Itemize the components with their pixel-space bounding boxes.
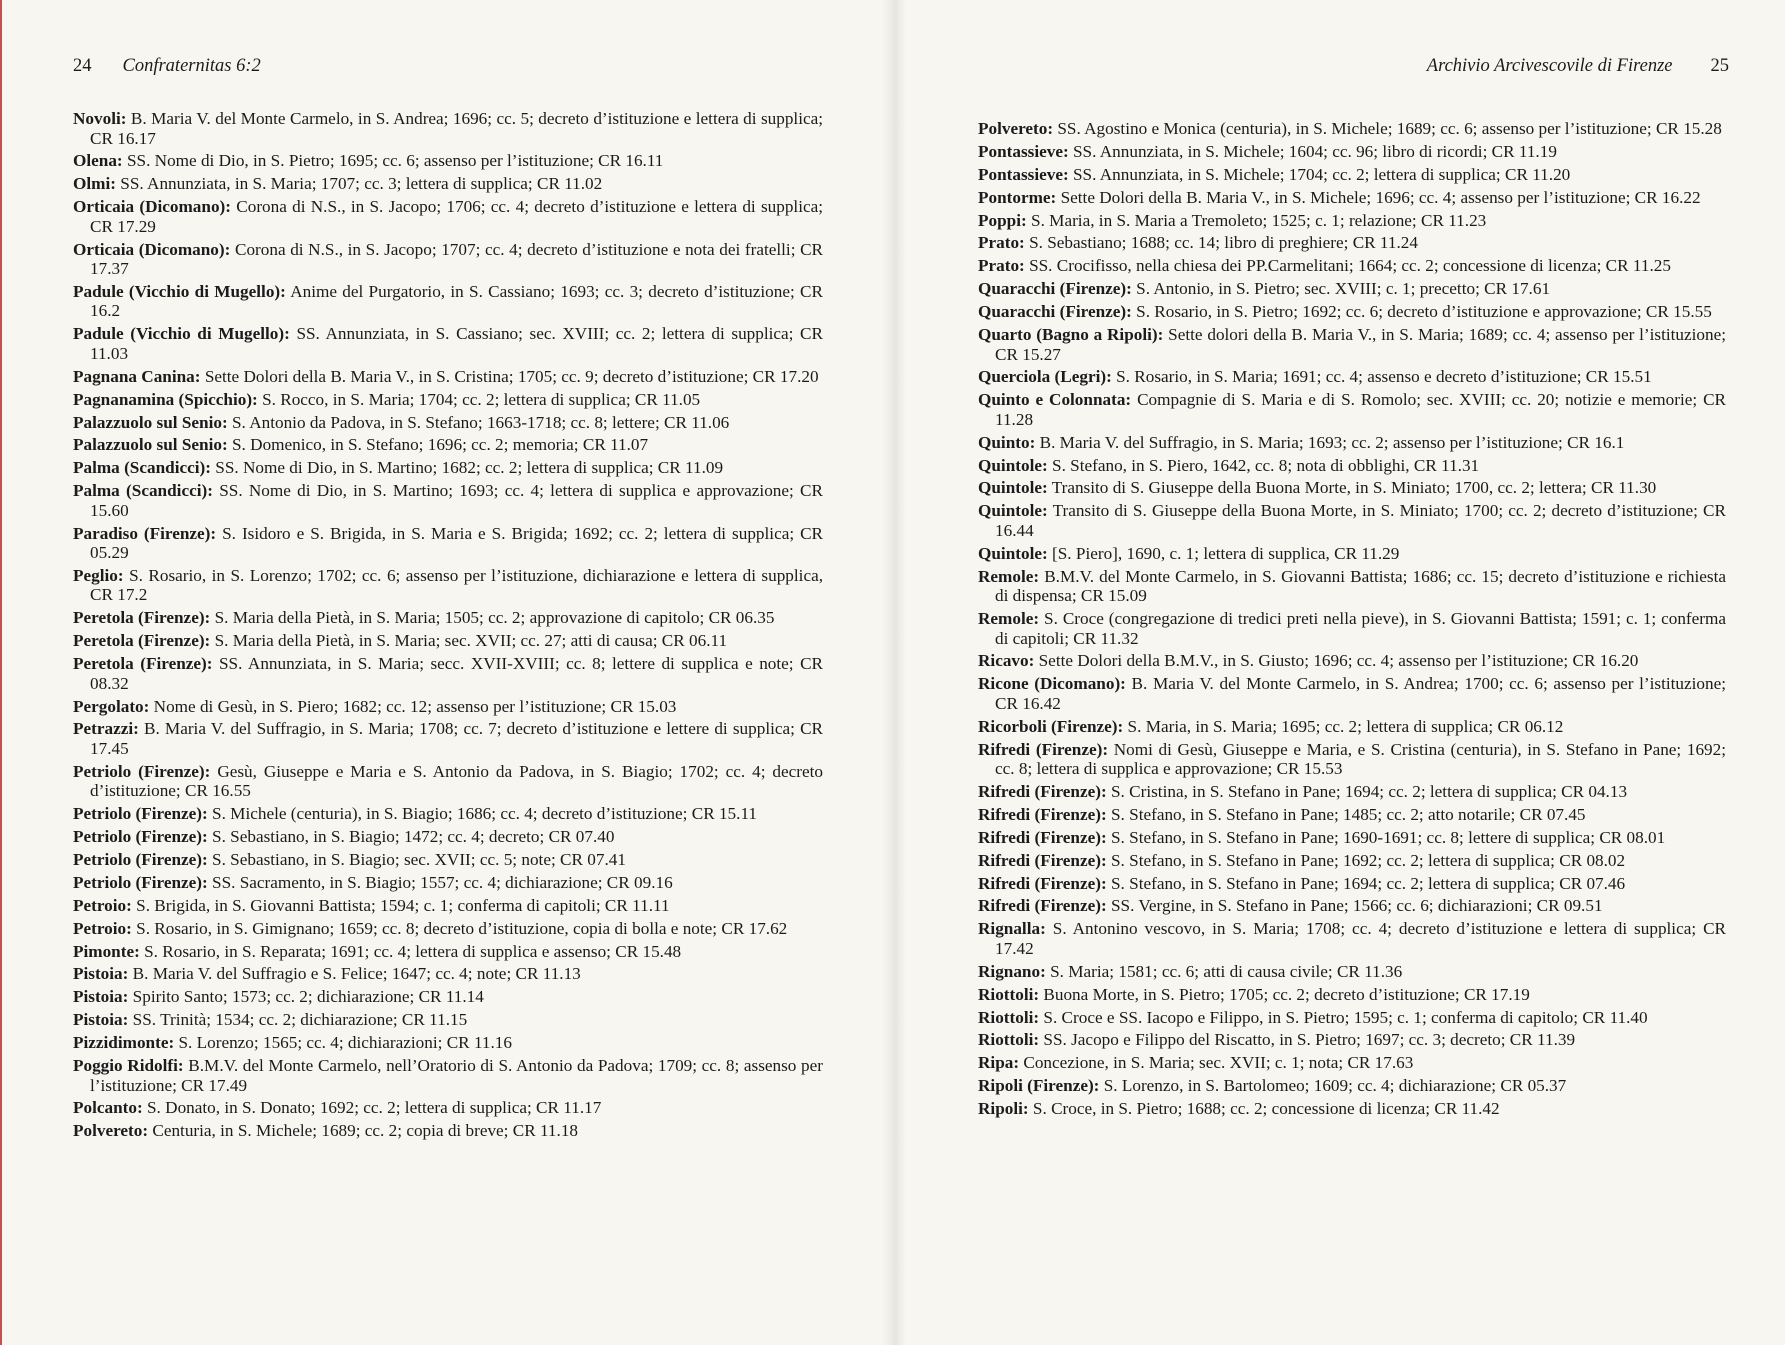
- list-item: [978, 456, 1726, 476]
- entry-text: S. Maria; 1581; cc. 6; atti di causa civile; CR 11.36: [1050, 961, 1403, 981]
- entry-text: B. Maria V. del Monte Carmelo, in S. Andrea; 1700; cc. 6; assenso per l’istituzione; CR 16.42: [995, 674, 1726, 713]
- entry-place: Riottoli:: [978, 984, 1040, 1004]
- entry-place: Peretola (Firenze):: [73, 654, 213, 674]
- entry-text: S. Domenico, in S. Stefano; 1696; cc. 2; memoria; CR 11.07: [232, 435, 649, 455]
- entry-text: Sette Dolori della B. Maria V., in S. Cristina; 1705; cc. 9; decreto d’istituzione; CR 17.20: [204, 366, 819, 386]
- list-item: [978, 805, 1726, 825]
- list-item: [978, 544, 1726, 564]
- entry-text: S. Sebastiano, in S. Biagio; 1472; cc. 4; decreto; CR 07.40: [212, 827, 615, 847]
- list-item: [978, 651, 1726, 671]
- entry-place: Querciola (Legri):: [978, 367, 1112, 387]
- entry-place: Quinto:: [978, 432, 1036, 452]
- entry-place: Poggio Ridolfi:: [73, 1056, 184, 1075]
- running-title: Confraternitas 6:2: [122, 56, 261, 76]
- entry-place: Pistoia:: [73, 987, 129, 1007]
- entry-place: Petriolo (Firenze):: [73, 804, 208, 824]
- entry-text: S. Brigida, in S. Giovanni Battista; 1594; c. 1; conferma di capitoli; CR 11.11: [136, 895, 670, 915]
- entry-place: Riottoli:: [978, 1030, 1040, 1050]
- entry-text: Sette Dolori della B.M.V., in S. Giusto; 1696; cc. 4; assenso per l’istituzione; CR 16.20: [1038, 651, 1639, 671]
- entry-place: Rifredi (Firenze):: [978, 739, 1109, 759]
- entry-place: Riottoli:: [978, 1007, 1040, 1027]
- entry-place: Padule (Vicchio di Mugello):: [73, 324, 290, 344]
- entry-text: [S. Piero], 1690, c. 1; lettera di supplica, CR 11.29: [1052, 543, 1400, 563]
- list-item: [978, 325, 1726, 364]
- entry-place: Rifredi (Firenze):: [978, 827, 1107, 847]
- entry-text: S. Croce e SS. Iacopo e Filippo, in S. Pietro; 1595; c. 1; conferma di capitolo; CR 11.40: [1043, 1007, 1648, 1027]
- entry-text: S. Stefano, in S. Stefano in Pane; 1690-1691; cc. 8; lettere di supplica; CR 08.01: [1111, 827, 1666, 847]
- list-item: [73, 697, 823, 717]
- entry-text: S. Antonio da Padova, in S. Stefano; 1663-1718; cc. 8; lettere; CR 11.06: [232, 412, 730, 432]
- entry-text: SS. Annunziata, in S. Maria; 1707; cc. 3; lettera di supplica; CR 11.02: [120, 174, 603, 194]
- entry-text: S. Stefano, in S. Stefano in Pane; 1692; cc. 2; lettera di supplica; CR 08.02: [1111, 850, 1626, 870]
- entry-place: Paradiso (Firenze):: [73, 523, 217, 543]
- list-item: [978, 1076, 1726, 1096]
- entry-place: Pistoia:: [73, 964, 129, 984]
- list-item: [73, 435, 823, 455]
- entry-text: S. Maria, in S. Maria; 1695; cc. 2; lettera di supplica; CR 06.12: [1127, 716, 1564, 736]
- entry-text: Compagnie di S. Maria e di S. Romolo; sec. XVIII; cc. 20; notizie e memorie; CR 11.28: [995, 390, 1727, 429]
- list-item: [73, 964, 823, 984]
- entry-place: Rifredi (Firenze):: [978, 781, 1107, 801]
- entry-place: Rifredi (Firenze):: [978, 896, 1107, 916]
- entry-place: Palazzuolo sul Senio:: [73, 435, 228, 455]
- entry-text: SS. Agostino e Monica (centuria), in S. Michele; 1689; cc. 6; assenso per l’istituzione; CR 15.28: [1057, 119, 1722, 138]
- page-number: 25: [1710, 56, 1729, 76]
- list-item: [73, 367, 823, 387]
- entry-text: B. Maria V. del Suffragio, in S. Maria; 1693; cc. 2; assenso per l’istituzione; CR 16.1: [1039, 432, 1625, 452]
- list-item: [73, 804, 823, 824]
- entry-place: Pistoia:: [73, 1010, 129, 1030]
- entry-list: [978, 119, 1726, 1122]
- entry-place: Orticaia (Dicomano):: [73, 197, 231, 217]
- entry-text: S. Rosario, in S. Lorenzo; 1702; cc. 6; assenso per l’istituzione, dichiarazione e lettera di supplica, CR 17.2: [90, 565, 824, 605]
- entry-text: SS. Annunziata, in S. Michele; 1604; cc. 96; libro di ricordi; CR 11.19: [1073, 141, 1557, 161]
- entry-text: S. Rosario, in S. Maria; 1691; cc. 4; assenso e decreto d’istituzione; CR 15.51: [1116, 367, 1652, 387]
- entry-place: Pagnanamina (Spicchio):: [73, 389, 258, 409]
- entry-place: Polvereto:: [978, 119, 1054, 138]
- list-item: [978, 674, 1726, 713]
- list-item: [978, 782, 1726, 802]
- entry-text: S. Maria della Pietà, in S. Maria; sec. XVII; cc. 27; atti di causa; CR 06.11: [214, 631, 728, 651]
- list-item: [73, 762, 823, 801]
- entry-text: SS. Sacramento, in S. Biagio; 1557; cc. 4; dichiarazione; CR 09.16: [212, 872, 673, 892]
- entry-place: Olmi:: [73, 174, 116, 194]
- entry-text: Sette Dolori della B. Maria V., in S. Michele; 1696; cc. 4; assenso per l’istituzione; CR 16.22: [1060, 187, 1701, 207]
- list-item: [978, 142, 1726, 162]
- list-item: [73, 109, 823, 148]
- entry-text: S. Antonio, in S. Pietro; sec. XVIII; c. 1; precetto; CR 17.61: [1136, 279, 1551, 299]
- entry-place: Rifredi (Firenze):: [978, 850, 1107, 870]
- entry-place: Pontassieve:: [978, 141, 1069, 161]
- entry-place: Peglio:: [73, 565, 124, 585]
- list-item: [978, 962, 1726, 982]
- list-item: [73, 896, 823, 916]
- entry-place: Petriolo (Firenze):: [73, 849, 208, 869]
- entry-text: S. Rosario, in S. Pietro; 1692; cc. 6; decreto d’istituzione e approvazione; CR 15.55: [1136, 302, 1712, 322]
- entry-text: B.M.V. del Monte Carmelo, in S. Giovanni Battista; 1686; cc. 15; decreto d’istituzione e richiesta di dispensa; CR 15.09: [995, 566, 1727, 606]
- entry-text: S. Antonino vescovo, in S. Maria; 1708; cc. 4; decreto d’istituzione e lettera di supplica; CR 17.42: [995, 919, 1726, 958]
- entry-text: Spirito Santo; 1573; cc. 2; dichiarazione; CR 11.14: [132, 987, 484, 1007]
- list-item: [73, 282, 823, 321]
- entry-list: [73, 109, 823, 1144]
- entry-text: S. Stefano, in S. Stefano in Pane; 1694; cc. 2; lettera di supplica; CR 07.46: [1111, 873, 1626, 893]
- entry-place: Palazzuolo sul Senio:: [73, 412, 228, 432]
- list-item: [73, 1121, 823, 1141]
- entry-place: Quintole:: [978, 543, 1048, 563]
- entry-place: Quintole:: [978, 455, 1048, 475]
- entry-text: Gesù, Giuseppe e Maria e S. Antonio da Padova, in S. Biagio; 1702; cc. 4; decreto d’istituzione; CR 16.55: [90, 761, 824, 801]
- entry-place: Ripa:: [978, 1053, 1020, 1073]
- list-item: [978, 390, 1726, 429]
- entry-text: B.M.V. del Monte Carmelo, nell’Oratorio di S. Antonio da Padova; 1709; cc. 8; assenso per l’istituzione; CR 17.49: [90, 1056, 823, 1095]
- list-item: [73, 524, 823, 563]
- list-item: [73, 458, 823, 478]
- entry-text: S. Cristina, in S. Stefano in Pane; 1694; cc. 2; lettera di supplica; CR 04.13: [1111, 781, 1628, 801]
- list-item: [73, 324, 823, 363]
- entry-text: S. Maria della Pietà, in S. Maria; 1505; cc. 2; approvazione di capitolo; CR 06.35: [214, 608, 775, 628]
- entry-text: S. Donato, in S. Donato; 1692; cc. 2; lettera di supplica; CR 11.17: [147, 1098, 602, 1118]
- list-item: [73, 174, 823, 194]
- entry-text: S. Croce, in S. Pietro; 1688; cc. 2; concessione di licenza; CR 11.42: [1032, 1099, 1500, 1119]
- entry-text: S. Lorenzo; 1565; cc. 4; dichiarazioni; CR 11.16: [178, 1033, 512, 1053]
- list-item: [73, 1056, 823, 1095]
- entry-text: SS. Nome di Dio, in S. Martino; 1682; cc. 2; lettera di supplica; CR 11.09: [215, 458, 724, 478]
- entry-place: Quaracchi (Firenze):: [978, 302, 1132, 322]
- list-item: [978, 433, 1726, 453]
- entry-text: S. Rocco, in S. Maria; 1704; cc. 2; lettera di supplica; CR 11.05: [262, 389, 701, 409]
- entry-text: S. Lorenzo, in S. Bartolomeo; 1609; cc. 4; dichiarazione; CR 05.37: [1103, 1076, 1567, 1096]
- entry-place: Orticaia (Dicomano):: [73, 239, 231, 259]
- entry-text: SS. Annunziata, in S. Cassiano; sec. XVIII; cc. 2; lettera di supplica; CR 11.03: [90, 324, 823, 363]
- list-item: [73, 566, 823, 605]
- entry-text: SS. Jacopo e Filippo del Riscatto, in S. Pietro; 1697; cc. 3; decreto; CR 11.39: [1043, 1030, 1576, 1050]
- list-item: [978, 233, 1726, 253]
- list-item: [978, 1053, 1726, 1073]
- entry-text: SS. Crocifisso, nella chiesa dei PP.Carmelitani; 1664; cc. 2; concessione di licenza; CR 11.25: [1029, 256, 1671, 276]
- entry-place: Ripoli:: [978, 1099, 1029, 1119]
- list-item: [978, 851, 1726, 871]
- list-item: [978, 211, 1726, 231]
- entry-text: Centuria, in S. Michele; 1689; cc. 2; copia di breve; CR 11.18: [152, 1121, 579, 1141]
- entry-place: Rignalla:: [978, 919, 1046, 939]
- entry-text: Buona Morte, in S. Pietro; 1705; cc. 2; decreto d’istituzione; CR 17.19: [1043, 984, 1530, 1004]
- entry-place: Pontorme:: [978, 187, 1057, 207]
- entry-text: S. Sebastiano, in S. Biagio; sec. XVII; cc. 5; note; CR 07.41: [212, 849, 626, 869]
- entry-place: Pagnana Canina:: [73, 366, 201, 386]
- entry-place: Peretola (Firenze):: [73, 631, 211, 651]
- entry-text: Corona di N.S., in S. Jacopo; 1706; cc. 4; decreto d’istituzione e lettera di supplica; CR 17.29: [90, 197, 824, 236]
- entry-text: SS. Annunziata, in S. Michele; 1704; cc. 2; lettera di supplica; CR 11.20: [1073, 164, 1571, 184]
- entry-text: S. Rosario, in S. Reparata; 1691; cc. 4; lettera di supplica e assenso; CR 15.48: [144, 941, 682, 961]
- entry-place: Polvereto:: [73, 1121, 149, 1141]
- entry-place: Remole:: [978, 609, 1040, 629]
- entry-text: SS. Nome di Dio, in S. Pietro; 1695; cc. 6; assenso per l’istituzione; CR 16.11: [126, 151, 664, 171]
- running-head-right: [1427, 56, 1729, 77]
- entry-text: Nomi di Gesù, Giuseppe e Maria, e S. Cristina (centuria), in S. Stefano in Pane; 1692; cc. 8; lettera di supplica e approvazione; CR 15.53: [995, 739, 1726, 779]
- entry-text: B. Maria V. del Suffragio, in S. Maria; 1708; cc. 7; decreto d’istituzione e lettere di supplica; CR 17.45: [90, 719, 823, 758]
- list-item: [978, 740, 1726, 779]
- entry-text: SS. Vergine, in S. Stefano in Pane; 1566; cc. 6; dichiarazioni; CR 09.51: [1111, 896, 1603, 916]
- right-page: [892, 0, 1785, 1345]
- list-item: [978, 501, 1726, 540]
- list-item: [978, 1099, 1726, 1119]
- list-item: [73, 197, 823, 236]
- list-item: [73, 390, 823, 410]
- entry-place: Pizzidimonte:: [73, 1033, 175, 1053]
- entry-text: B. Maria V. del Suffragio e S. Felice; 1647; cc. 4; note; CR 11.13: [132, 964, 581, 984]
- entry-place: Pimonte:: [73, 941, 140, 961]
- entry-place: Ricone (Dicomano):: [978, 674, 1126, 694]
- entry-place: Poppi:: [978, 210, 1027, 230]
- entry-place: Polcanto:: [73, 1098, 143, 1118]
- entry-place: Rifredi (Firenze):: [978, 804, 1107, 824]
- entry-text: Nome di Gesù, in S. Piero; 1682; cc. 12; assenso per l’istituzione; CR 15.03: [153, 696, 677, 716]
- list-item: [73, 719, 823, 758]
- list-item: [73, 827, 823, 847]
- entry-place: Petriolo (Firenze):: [73, 827, 208, 847]
- running-head-left: [73, 56, 261, 77]
- list-item: [73, 1098, 823, 1118]
- list-item: [978, 279, 1726, 299]
- entry-place: Ricavo:: [978, 651, 1035, 671]
- entry-text: SS. Nome di Dio, in S. Martino; 1693; cc. 4; lettera di supplica e approvazione; CR 15.60: [90, 481, 823, 520]
- list-item: [73, 942, 823, 962]
- entry-place: Pergolato:: [73, 696, 150, 716]
- list-item: [73, 240, 823, 279]
- entry-text: S. Sebastiano; 1688; cc. 14; libro di preghiere; CR 11.24: [1029, 233, 1418, 253]
- list-item: [73, 413, 823, 433]
- entry-place: Olena:: [73, 151, 123, 171]
- list-item: [978, 119, 1726, 139]
- entry-place: Novoli:: [73, 109, 127, 128]
- entry-text: S. Stefano, in S. Stefano in Pane; 1485; cc. 2; atto notarile; CR 07.45: [1111, 804, 1586, 824]
- entry-text: S. Stefano, in S. Piero, 1642, cc. 8; nota di obblighi, CR 11.31: [1052, 455, 1480, 475]
- entry-place: Rignano:: [978, 961, 1046, 981]
- list-item: [978, 828, 1726, 848]
- entry-place: Quintole:: [978, 478, 1048, 498]
- entry-text: Transito di S. Giuseppe della Buona Morte, in S. Miniato; 1700, cc. 2; lettera; CR 11.30: [1051, 478, 1657, 498]
- entry-place: Rifredi (Firenze):: [978, 873, 1107, 893]
- list-item: [73, 1010, 823, 1030]
- list-item: [73, 631, 823, 651]
- running-title: Archivio Arcivescovile di Firenze: [1426, 56, 1673, 76]
- entry-place: Palma (Scandicci):: [73, 458, 211, 478]
- list-item: [978, 567, 1726, 606]
- entry-place: Petroio:: [73, 895, 132, 915]
- entry-text: Sette dolori della B. Maria V., in S. Maria; 1689; cc. 4; assenso per l’istituzione; CR 15.27: [995, 325, 1727, 364]
- page-number: 24: [73, 56, 92, 76]
- list-item: [73, 608, 823, 628]
- list-item: [978, 919, 1726, 958]
- list-item: [978, 478, 1726, 498]
- entry-place: Peretola (Firenze):: [73, 608, 211, 628]
- list-item: [978, 165, 1726, 185]
- entry-text: S. Michele (centuria), in S. Biagio; 1686; cc. 4; decreto d’istituzione; CR 15.11: [212, 804, 757, 824]
- entry-text: Concezione, in S. Maria; sec. XVII; c. 1; nota; CR 17.63: [1023, 1053, 1414, 1073]
- entry-text: SS. Annunziata, in S. Maria; secc. XVII-XVIII; cc. 8; lettere di supplica e note; CR 08.32: [90, 654, 824, 693]
- list-item: [978, 302, 1726, 322]
- entry-text: Transito di S. Giuseppe della Buona Morte, in S. Miniato; 1700; cc. 2; decreto d’istituzione; CR 16.44: [995, 501, 1726, 540]
- list-item: [978, 367, 1726, 387]
- entry-place: Prato:: [978, 256, 1025, 276]
- list-item: [978, 188, 1726, 208]
- list-item: [978, 717, 1726, 737]
- entry-place: Petriolo (Firenze):: [73, 761, 211, 781]
- entry-text: S. Croce (congregazione di tredici preti nella pieve), in S. Giovanni Battista; 1591; c. 1; conferma di capitoli; CR 11.32: [995, 609, 1727, 648]
- list-item: [73, 1033, 823, 1053]
- entry-place: Ripoli (Firenze):: [978, 1076, 1100, 1096]
- entry-place: Quintole:: [978, 501, 1048, 521]
- list-item: [978, 874, 1726, 894]
- entry-place: Quaracchi (Firenze):: [978, 279, 1132, 299]
- entry-place: Quinto e Colonnata:: [978, 390, 1132, 410]
- entry-place: Petroio:: [73, 918, 132, 938]
- entry-place: Padule (Vicchio di Mugello):: [73, 281, 286, 301]
- list-item: [978, 256, 1726, 276]
- entry-place: Quarto (Bagno a Ripoli):: [978, 325, 1164, 345]
- list-item: [978, 985, 1726, 1005]
- entry-place: Petriolo (Firenze):: [73, 872, 208, 892]
- list-item: [73, 151, 823, 171]
- list-item: [73, 481, 823, 520]
- list-item: [978, 1008, 1726, 1028]
- entry-text: B. Maria V. del Monte Carmelo, in S. Andrea; 1696; cc. 5; decreto d’istituzione e lettera di supplica; CR 16.17: [90, 109, 824, 148]
- entry-place: Palma (Scandicci):: [73, 481, 213, 501]
- list-item: [73, 873, 823, 893]
- entry-text: S. Isidoro e S. Brigida, in S. Maria e S. Brigida; 1692; cc. 2; lettera di supplica; CR 05.29: [90, 523, 824, 563]
- left-page: [0, 0, 890, 1345]
- list-item: [978, 896, 1726, 916]
- entry-text: SS. Trinità; 1534; cc. 2; dichiarazione; CR 11.15: [132, 1010, 468, 1030]
- entry-place: Remole:: [978, 566, 1040, 586]
- list-item: [978, 609, 1726, 648]
- list-item: [73, 919, 823, 939]
- entry-place: Ricorboli (Firenze):: [978, 716, 1124, 736]
- list-item: [73, 654, 823, 693]
- entry-text: S. Maria, in S. Maria a Tremoleto; 1525; c. 1; relazione; CR 11.23: [1031, 210, 1487, 230]
- entry-text: S. Rosario, in S. Gimignano; 1659; cc. 8; decreto d’istituzione, copia di bolla e note; CR 17.62: [136, 918, 788, 938]
- entry-place: Pontassieve:: [978, 164, 1069, 184]
- entry-place: Prato:: [978, 233, 1025, 253]
- entry-text: Anime del Purgatorio, in S. Cassiano; 1693; cc. 3; decreto d’istituzione; CR 16.2: [90, 281, 823, 321]
- list-item: [978, 1030, 1726, 1050]
- list-item: [73, 850, 823, 870]
- entry-text: Corona di N.S., in S. Jacopo; 1707; cc. 4; decreto d’istituzione e nota dei fratelli; CR 17.37: [90, 239, 824, 279]
- list-item: [73, 987, 823, 1007]
- entry-place: Petrazzi:: [73, 719, 139, 739]
